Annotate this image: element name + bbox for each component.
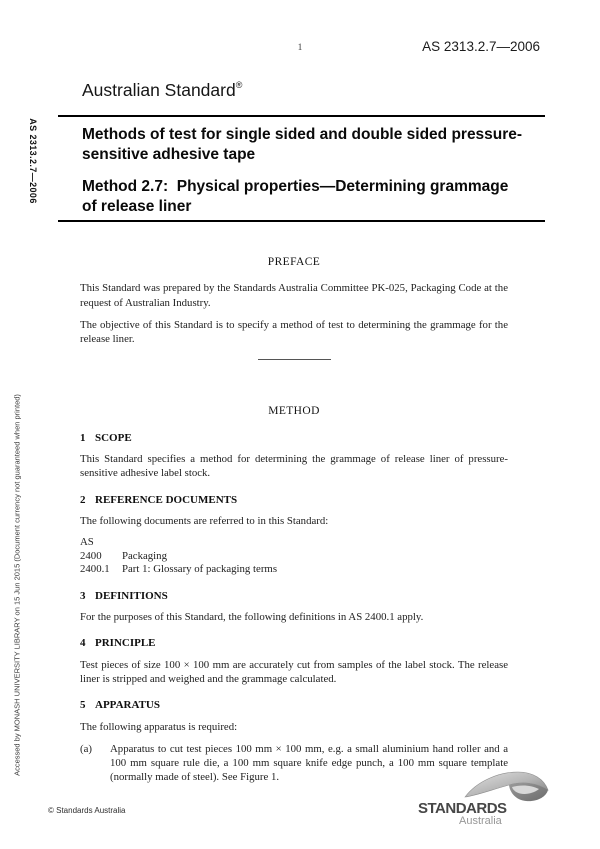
- doc-title-subject: Methods of test for single sided and double sided pressure-sensitive adhesive tape: [82, 126, 523, 163]
- section-number: 3: [80, 589, 86, 602]
- section-title: PRINCIPLE: [95, 637, 156, 650]
- section-title: REFERENCE DOCUMENTS: [95, 493, 238, 506]
- preface-paragraph: The objective of this Standard is to specify a method of test to determining the grammage for the release liner.: [80, 318, 508, 346]
- section-heading-apparatus: [80, 698, 508, 712]
- section-title: APPARATUS: [95, 699, 160, 712]
- sidebar-doc-code: AS 2313.2.7—2006: [28, 118, 38, 204]
- item-marker: (a): [80, 742, 92, 755]
- document-body: [80, 255, 508, 785]
- section-heading-references: [80, 493, 508, 507]
- standards-australia-logo: [415, 769, 550, 827]
- title-block: [58, 115, 545, 222]
- doc-title-method: Method 2.7: Physical properties—Determining grammage of release liner: [82, 178, 513, 215]
- doc-code-header: AS 2313.2.7—2006: [422, 39, 540, 54]
- section-heading-scope: [80, 431, 508, 445]
- section-title: DEFINITIONS: [95, 589, 168, 602]
- brand-title-text: Australian Standard: [82, 80, 236, 100]
- reference-row: [80, 563, 508, 577]
- section-heading-definitions: [80, 589, 508, 603]
- reference-list: [80, 536, 508, 577]
- section-title: SCOPE: [95, 431, 132, 444]
- section-number: 5: [80, 699, 86, 712]
- registered-mark: ®: [235, 80, 243, 91]
- section-heading-principle: [80, 636, 508, 650]
- reference-number: 2400.1: [80, 563, 110, 576]
- reference-row: [80, 550, 508, 564]
- section-body-definitions: For the purposes of this Standard, the following definitions in AS 2400.1 apply.: [80, 611, 424, 624]
- section-body-principle: Test pieces of size 100 × 100 mm are accurately cut from samples of the label stock. The release liner is stripped and weighed and the grammage calculated.: [80, 658, 508, 685]
- brand-title: [82, 80, 242, 101]
- reference-title: Part 1: Glossary of packaging terms: [122, 563, 278, 576]
- section-body-apparatus: The following apparatus is required:: [80, 720, 238, 733]
- section-body-scope: This Standard specifies a method for determining the grammage of release liner of pressure-sensitive adhesive label stock.: [80, 453, 508, 480]
- section-body-references: The following documents are referred to in this Standard:: [80, 514, 329, 527]
- section-divider: [258, 359, 331, 360]
- copyright-notice: © Standards Australia: [48, 806, 126, 815]
- page-number: 1: [297, 43, 303, 53]
- logo-swoosh-icon: [465, 772, 548, 801]
- library-access-note: Accessed by MONASH UNIVERSITY LIBRARY on 15 Jun 2015 (Document currency not guaranteed when printed): [12, 394, 22, 776]
- method-heading: METHOD: [268, 405, 320, 418]
- section-number: 1: [80, 431, 86, 444]
- item-text: Apparatus to cut test pieces 100 mm × 100 mm, e.g. a small aluminium hand roller and a 100 mm square rule die, a 100 mm square knife edge punch, a 100 mm square template (normally made of steel). See Figure 1.: [110, 742, 508, 784]
- section-number: 2: [80, 493, 86, 506]
- preface-heading: PREFACE: [267, 256, 321, 268]
- logo-text-australia: Australia: [459, 815, 502, 827]
- reference-number: 2400: [80, 549, 102, 562]
- preface-paragraph: This Standard was prepared by the Standards Australia Committee PK-025, Packaging Code at the request of Australian Industry.: [80, 282, 508, 309]
- reference-title: Packaging: [122, 549, 167, 562]
- logo-text-standards: STANDARDS: [418, 800, 507, 817]
- section-number: 4: [80, 637, 86, 650]
- reference-list-label: AS: [80, 536, 94, 549]
